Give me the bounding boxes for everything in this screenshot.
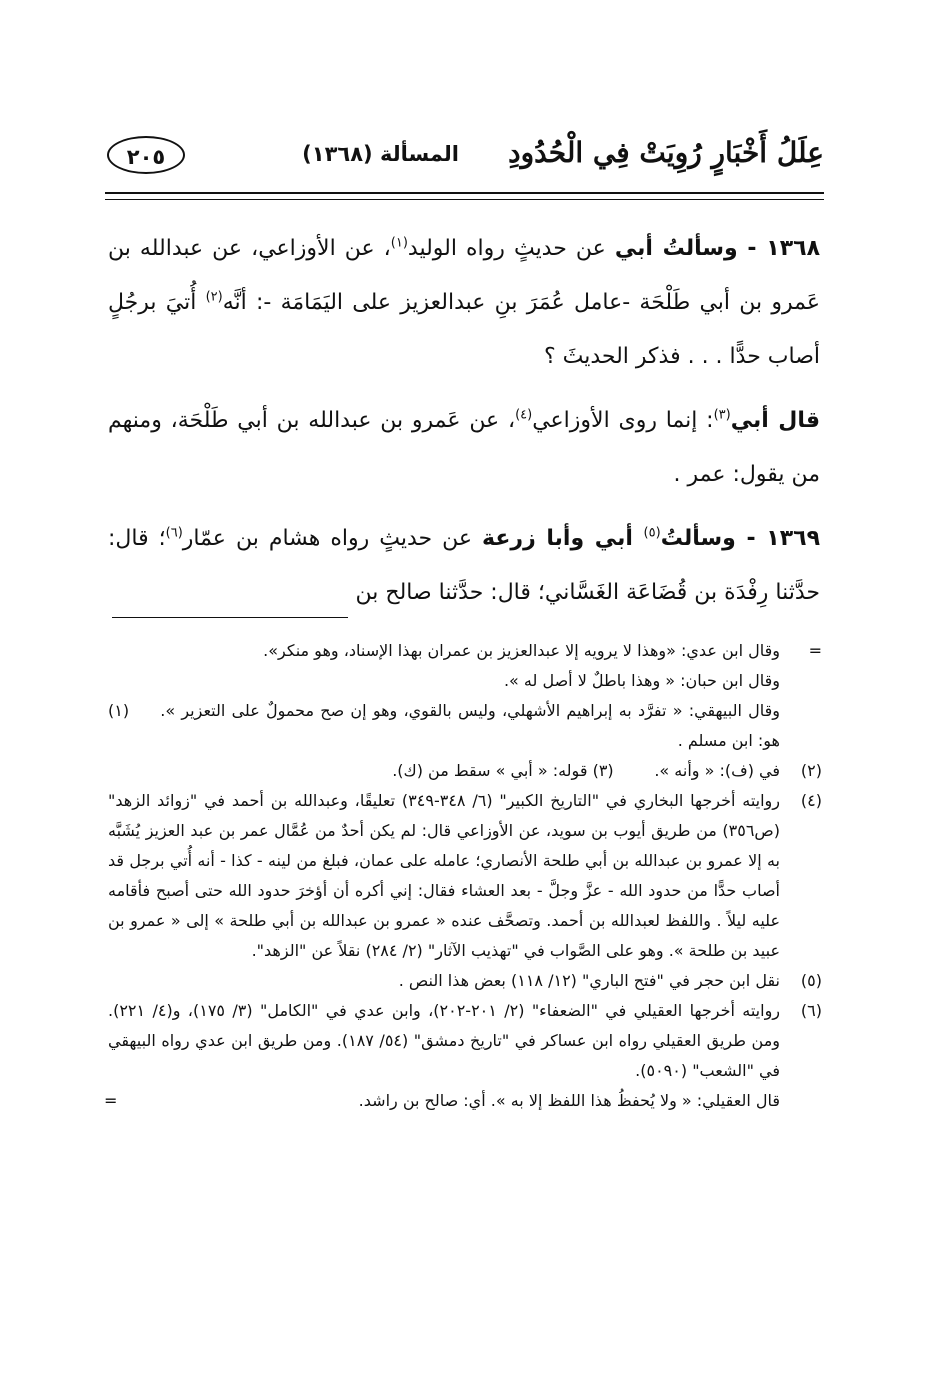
issue-number: ١٣٦٩ - [735, 526, 821, 551]
header-rule-thick [105, 192, 824, 194]
footnote-2-3 [108, 756, 822, 786]
footnote-4 [108, 786, 822, 966]
footnote-number: (٦) [800, 1001, 822, 1020]
footnote-ref: (٣) [713, 407, 731, 423]
main-text [108, 222, 820, 620]
footnote-text: قوله: « أبي » سقط من (ك). [392, 761, 588, 780]
question-lead: وسألتُ [660, 526, 736, 551]
footnote-text: هو: ابن مسلم . [677, 731, 780, 750]
running-header [105, 132, 824, 184]
book-title: عِلَلُ أَخْبَارٍ رُوِيَتْ فِي الْحُدُودِ [508, 136, 824, 169]
footnote-text: وقال البيهقي: « تفرَّد به إبراهيم الأشهلي، وليس بالقوي، وهو إن صح محمولٌ على التعزير ». [160, 701, 780, 720]
text-span: : إنما روى الأوزاعي [532, 408, 714, 433]
answer-1368 [108, 394, 820, 502]
footnote-number: (١) [108, 701, 130, 720]
continues-mark: = [104, 1091, 118, 1110]
question-lead-2: أبي وأبا زرعة [482, 526, 644, 551]
text-span: ؛ قال: حدَّثنا رِفْدَة بن قُضَاعَة الغَسَّاني؛ قال: حدَّثنا صالح بن [108, 526, 820, 605]
text-span: عن حديثٍ رواه هشام بن عمّار [182, 526, 483, 551]
footnote-text: نقل ابن حجر في "فتح الباري" (١٢/ ١١٨) بعض هذا النص . [398, 971, 780, 990]
question-lead: وسألتُ أبي [614, 236, 738, 261]
footnote-separator [112, 617, 348, 618]
footnotes [104, 636, 822, 1116]
issue-1368 [108, 222, 820, 384]
footnote-line: وقال ابن عدي: «وهذا لا يرويه إلا عبدالعزيز بن عمران بهذا الإسناد، وهو منكر». [263, 641, 780, 660]
footnote-number: (٢) [800, 761, 822, 780]
page-number: ٢٠٥ [107, 136, 185, 174]
footnote-continuation [108, 636, 822, 756]
text-span: ، عن عَمرو بن عبدالله بن أبي طَلْحَة، ومنهم من يقول: عمر . [108, 408, 820, 487]
footnote-6 [104, 996, 822, 1116]
footnote-ref: (١) [390, 235, 408, 251]
footnote-number: (٥) [800, 971, 822, 990]
footnote-text: في (ف): « وأنه ». [654, 761, 780, 780]
text-span: عن حديثٍ رواه الوليد [407, 236, 615, 261]
footnote-number: (٤) [800, 791, 822, 810]
issue-1369 [108, 512, 820, 620]
footnote-ref: (٥) [643, 525, 661, 541]
answer-lead: قال أبي [730, 408, 820, 433]
text-span: ، عن الأوزاعي، عن عبدالله بن عَمرو بن أبي طَلْحَة -عامل عُمَرَ بنِ عبدالعزيز على اليَمَامَة -: أنَّه [108, 236, 820, 315]
footnote-ref: (٢) [205, 289, 223, 305]
continued-mark: = [808, 641, 822, 660]
footnote-5 [108, 966, 822, 996]
footnote-line: وقال ابن حبان: « وهذا باطلٌ لا أصل له ». [503, 671, 780, 690]
footnote-line: قال العقيلي: « ولا يُحفظُ هذا اللفظ إلا به ». أي: صالح بن راشد. [358, 1091, 780, 1110]
issue-label: المسألة (١٣٦٨) [302, 142, 459, 166]
text-span: أُتيَ برجُلٍ أصاب حدًّا . . . فذكر الحديثَ ؟ [108, 290, 820, 369]
footnote-ref: (٤) [515, 407, 533, 423]
issue-number: ١٣٦٨ - [737, 236, 820, 261]
header-rule-thin [105, 199, 824, 200]
footnote-text: روايته أخرجها البخاري في "التاريخ الكبير" (٦/ ٣٤٨-٣٤٩) تعليقًا، وعبدالله بن أحمد في "زوائد الزهد" (ص٣٥٦) من طريق أيوب بن سويد، عن الأوزاعي قال: لم يكن أحدٌ من عُمَّال عمر بن عبد العزيز يُشَبَّه به إلا عمرو بن عبدالله بن أبي طلحة الأنصاري؛ عامله على عمان، فبلغ من لينه - كذا - أنه أُتي برجل قد أصاب حدًّا من حدود الله - عزَّ وجلَّ - بعد العشاء فقال: إني أكره أن أؤخرَ حدود الله حتى أصبح فأقامه عليه ليلاً . واللفظ لعبدالله بن أحمد. وتصحَّف عنده « عمرو بن عبدالله بن أبي طلحة » إلى « عمرو بن عبيد بن طلحة ». وهو على الصَّواب في "تهذيب الآثار" (٢/ ٢٨٤) نقلاً عن "الزهد". [108, 791, 781, 960]
footnote-text: روايته أخرجها العقيلي في "الضعفاء" (٢/ ٢٠١-٢٠٢)، وابن عدي في "الكامل" (٣/ ١٧٥)، و(٤/ ٢٢١). ومن طريق العقيلي رواه ابن عساكر في "تاريخ دمشق" (٥٤/ ١٨٧). ومن طريق ابن عدي رواه البيهقي في "الشعب" (٥٠٩٠). [108, 1001, 781, 1080]
footnote-number: (٣) [592, 761, 614, 780]
footnote-line [108, 696, 780, 756]
footnote-ref: (٦) [165, 525, 183, 541]
